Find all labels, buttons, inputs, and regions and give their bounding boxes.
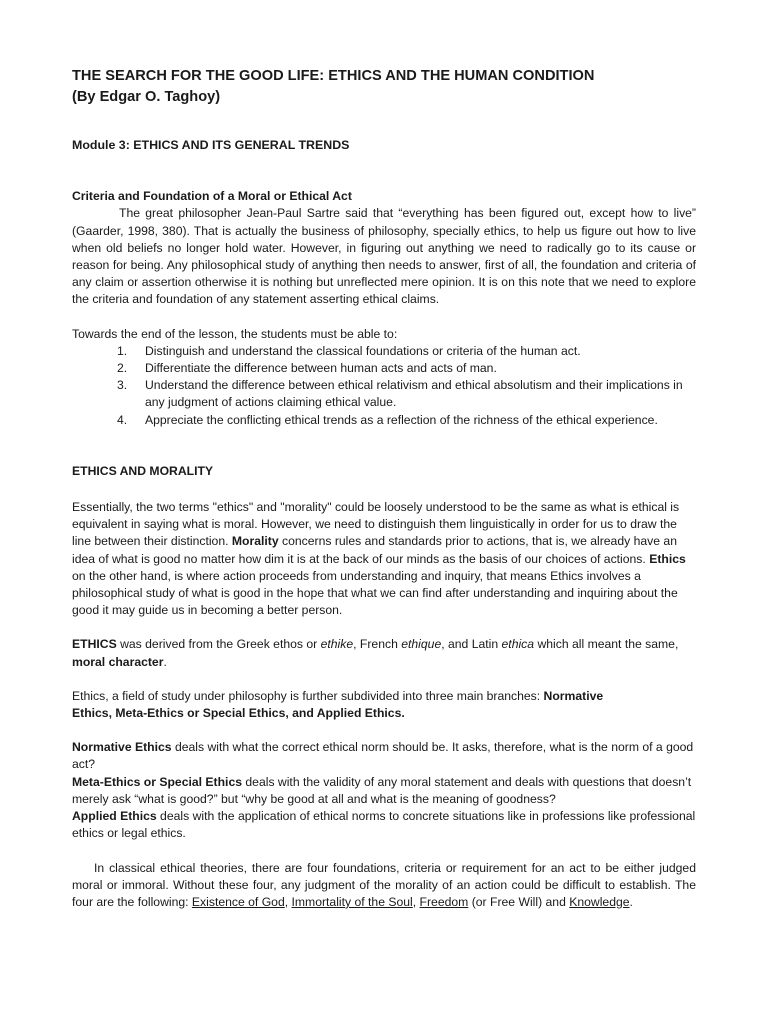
text-run: deals with what the correct ethical norm should be. It asks, therefore, what is the norm of a good act? (72, 740, 694, 772)
list-item-text: Distinguish and understand the classical foundations or criteria of the human act. (145, 343, 581, 358)
title-line-2: (By Edgar O. Taghoy) (72, 89, 221, 105)
list-item (117, 360, 696, 377)
foundation-immortality-of-soul: Immortality of the Soul (291, 894, 413, 909)
text-run: deals with the validity of any moral statement and deals with questions that doesn’t merely ask “what is good?” but “why be good at all and what is the meaning of goodness? (72, 774, 692, 806)
text-run: . (629, 894, 633, 909)
text-run: , (284, 894, 292, 909)
term-ethics: Ethics (649, 551, 686, 566)
text-run: , French (353, 637, 402, 652)
criteria-paragraph: The great philosopher Jean-Paul Sartre said that “everything has been figured out, except how to live” (Gaarder, 1998, 380). That is actually the business of philosophy, specially ethics, to help us figure out how to live when old beliefs no longer hold water. However, in figuring out anything we need to radically go to its cause or reason for being. Any philosophical study of anything then needs to answer, first of all, the foundation and criteria of any claim or assertion otherwise it is nothing but unreflected mere opinion. It is on this note that we need to explore the criteria and foundation of any statement asserting ethical claims. (72, 206, 696, 307)
text-run: deals with the application of ethical norms to concrete situations like in professions like professional ethics or legal ethics. (72, 809, 696, 841)
title-line-1: THE SEARCH FOR THE GOOD LIFE: ETHICS AND THE HUMAN CONDITION (72, 68, 595, 84)
term-ethike: ethike (320, 637, 354, 652)
list-item (117, 343, 696, 360)
text-run: Ethics, a field of study under philosophy is further subdivided into three main branches: (72, 688, 544, 703)
term-branches: Ethics, Meta-Ethics or Special Ethics, and Applied Ethics. (72, 706, 405, 721)
foundations-paragraph (72, 860, 696, 912)
text-run: was derived from the Greek ethos or (116, 637, 321, 652)
text-run: which all meant the same, (534, 637, 679, 652)
branches-paragraph (72, 688, 696, 722)
ethics-morality-heading: ETHICS AND MORALITY (72, 463, 214, 478)
document-title (72, 66, 696, 108)
objectives-list (72, 343, 696, 429)
text-run: , (412, 894, 420, 909)
ethics-morality-paragraph-1 (72, 499, 696, 619)
term-ethics-caps: ETHICS (72, 637, 117, 652)
text-run: on the other hand, is where action proceeds from understanding and inquiry, that means Ethics involves a philosophical study of what is good in the hope that what we can find after understanding and inquiring about the good it may guide us in becoming a better person. (72, 568, 678, 618)
text-run: concerns rules and standards prior to actions, that is, we already have an idea of what is good no matter how dim it is at the back of our minds as the basis of our choices of actions. (72, 534, 677, 566)
text-run: In classical ethical theories, there are four foundations, criteria or requirement for an act to be either judged moral or immoral. Without these four, any judgment of the morality of an action could be difficult to establish. The four are the following: (72, 860, 696, 909)
list-item-number: 4. (117, 412, 128, 427)
term-ethica: ethica (501, 637, 535, 652)
term-meta-ethics: Meta-Ethics or Special Ethics (72, 774, 243, 789)
document-page (72, 66, 696, 911)
foundation-existence-of-god: Existence of God (191, 894, 285, 909)
criteria-heading: Criteria and Foundation of a Moral or Ethical Act (72, 189, 352, 204)
term-morality: Morality (231, 534, 279, 549)
meta-ethics-definition (72, 774, 696, 808)
etymology-paragraph (72, 636, 696, 670)
foundation-knowledge: Knowledge (569, 894, 630, 909)
module-heading: Module 3: ETHICS AND ITS GENERAL TRENDS (72, 138, 350, 152)
list-item-number: 1. (117, 343, 128, 358)
text-run: . (163, 654, 167, 669)
list-item-number: 2. (117, 361, 128, 376)
term-normative-ethics: Normative Ethics (72, 740, 172, 755)
foundation-freedom: Freedom (419, 894, 469, 909)
list-item-text: Differentiate the difference between human acts and acts of man. (145, 361, 497, 376)
text-run: (or Free Will) and (468, 894, 570, 909)
normative-ethics-definition (72, 739, 696, 773)
term-applied-ethics: Applied Ethics (72, 809, 157, 824)
list-item (117, 412, 696, 429)
list-item-text: Appreciate the conflicting ethical trends as a reflection of the richness of the ethical experience. (145, 412, 658, 427)
list-item-text: Understand the difference between ethical relativism and ethical absolutism and their implications in any judgment of actions claiming ethical value. (145, 378, 683, 410)
text-run: Essentially, the two terms "ethics" and "morality" could be loosely understood to be the same as what is ethical is equivalent in saying what is moral. However, we need to distinguish them linguistically in order for us to draw the line between their distinction. (72, 500, 680, 549)
text-run: , and Latin (441, 637, 502, 652)
term-moral-character: moral character (72, 654, 164, 669)
list-item-number: 3. (117, 378, 128, 393)
objectives-intro: Towards the end of the lesson, the students must be able to: (72, 326, 398, 341)
applied-ethics-definition (72, 808, 696, 842)
term-ethique: ethique (401, 637, 442, 652)
term-normative: Normative (543, 688, 604, 703)
list-item (117, 377, 696, 411)
